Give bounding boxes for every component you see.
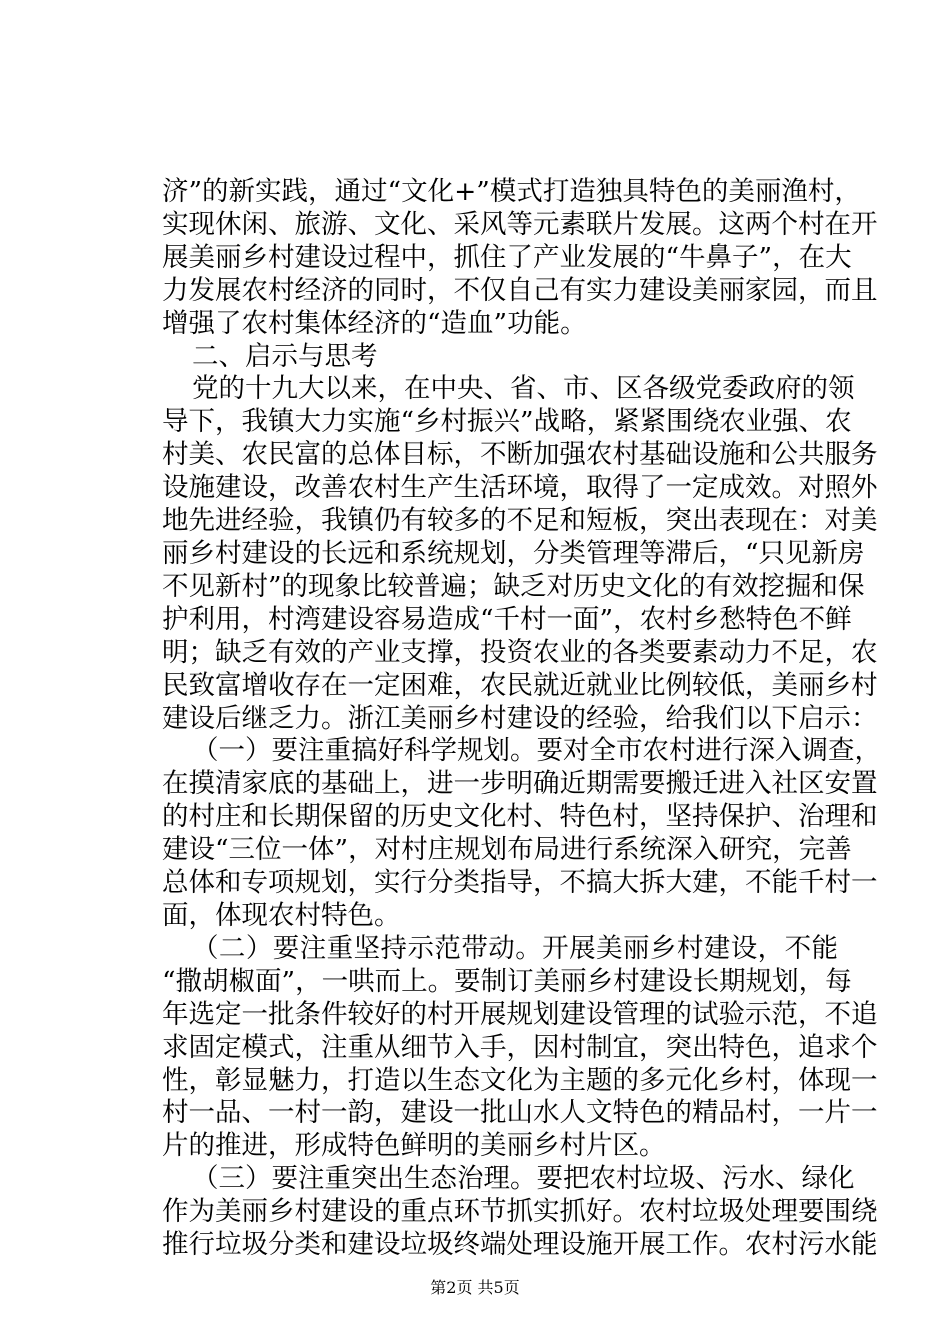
- text-line: 的村庄和长期保留的历史文化村、特色村，坚持保护、治理和: [162, 801, 878, 833]
- text-line: 建设后继乏力。浙江美丽乡村建设的经验，给我们以下启示：: [162, 702, 878, 734]
- text-line: 村美、农民富的总体目标，不断加强农村基础设施和公共服务: [162, 439, 878, 471]
- text-line: 增强了农村集体经济的“造血”功能。: [162, 307, 587, 339]
- text-line: 性，彰显魅力，打造以生态文化为主题的多元化乡村，体现一: [162, 1064, 878, 1096]
- text-line: 护利用，村湾建设容易造成“千村一面”，农村乡愁特色不鲜: [162, 603, 852, 635]
- text-line: 片的推进，形成特色鲜明的美丽乡村片区。: [162, 1130, 666, 1162]
- text-line: 党的十九大以来，在中央、省、市、区各级党委政府的领: [192, 373, 855, 405]
- text-line: 在摸清家底的基础上，进一步明确近期需要搬迁进入社区安置: [162, 768, 878, 800]
- text-line: 丽乡村建设的长远和系统规划，分类管理等滞后，“只见新房: [162, 538, 865, 569]
- text-line: 建设“三位一体”，对村庄规划布局进行系统深入研究，完善: [162, 834, 852, 866]
- page-footer: 第2页 共5页: [430, 1278, 520, 1297]
- text-line: （三）要注重突出生态治理。要把农村垃圾、污水、绿化: [192, 1163, 855, 1195]
- text-line: 面，体现农村特色。: [162, 900, 401, 931]
- text-line: 村一品、一村一韵，建设一批山水人文特色的精品村，一片一: [162, 1097, 878, 1129]
- text-line: 总体和专项规划，实行分类指导，不搞大拆大建，不能千村一: [162, 867, 878, 899]
- text-line: 展美丽乡村建设过程中，抓住了产业发展的“牛鼻子”，在大: [162, 241, 852, 273]
- text-line: 地先进经验，我镇仍有较多的不足和短板，突出表现在：对美: [162, 505, 878, 537]
- section-heading: 二、启示与思考: [192, 340, 378, 372]
- text-line: （一）要注重搞好科学规划。要对全市农村进行深入调查，: [192, 735, 881, 767]
- text-line: 明；缺乏有效的产业支撑，投资农业的各类要素动力不足，农: [162, 636, 878, 668]
- text-line: 济”的新实践，通过“文化+”模式打造独具特色的美丽渔村，: [162, 176, 861, 207]
- text-line: 民致富增收存在一定困难，农民就近就业比例较低，美丽乡村: [162, 669, 878, 701]
- text-line: 求固定模式，注重从细节入手，因村制宜，突出特色，追求个: [162, 1031, 878, 1063]
- text-line: 推行垃圾分类和建设垃圾终端处理设施开展工作。农村污水能: [162, 1229, 878, 1261]
- text-line: 年选定一批条件较好的村开展规划建设管理的试验示范，不追: [162, 998, 878, 1030]
- text-line: “撒胡椒面”，一哄而上。要制订美丽乡村建设长期规划，每: [162, 965, 852, 997]
- text-line: 力发展农村经济的同时，不仅自己有实力建设美丽家园，而且: [162, 274, 878, 306]
- text-line: 作为美丽乡村建设的重点环节抓实抓好。农村垃圾处理要围绕: [162, 1196, 878, 1228]
- text-line: 实现休闲、旅游、文化、采风等元素联片发展。这两个村在开: [162, 208, 878, 240]
- text-line: 导下，我镇大力实施“乡村振兴”战略，紧紧围绕农业强、农: [162, 406, 852, 438]
- text-line: 设施建设，改善农村生产生活环境，取得了一定成效。对照外: [162, 472, 878, 504]
- text-line: （二）要注重坚持示范带动。开展美丽乡村建设，不能: [192, 932, 838, 964]
- text-line: 不见新村”的现象比较普遍；缺乏对历史文化的有效挖掘和保: [162, 570, 865, 602]
